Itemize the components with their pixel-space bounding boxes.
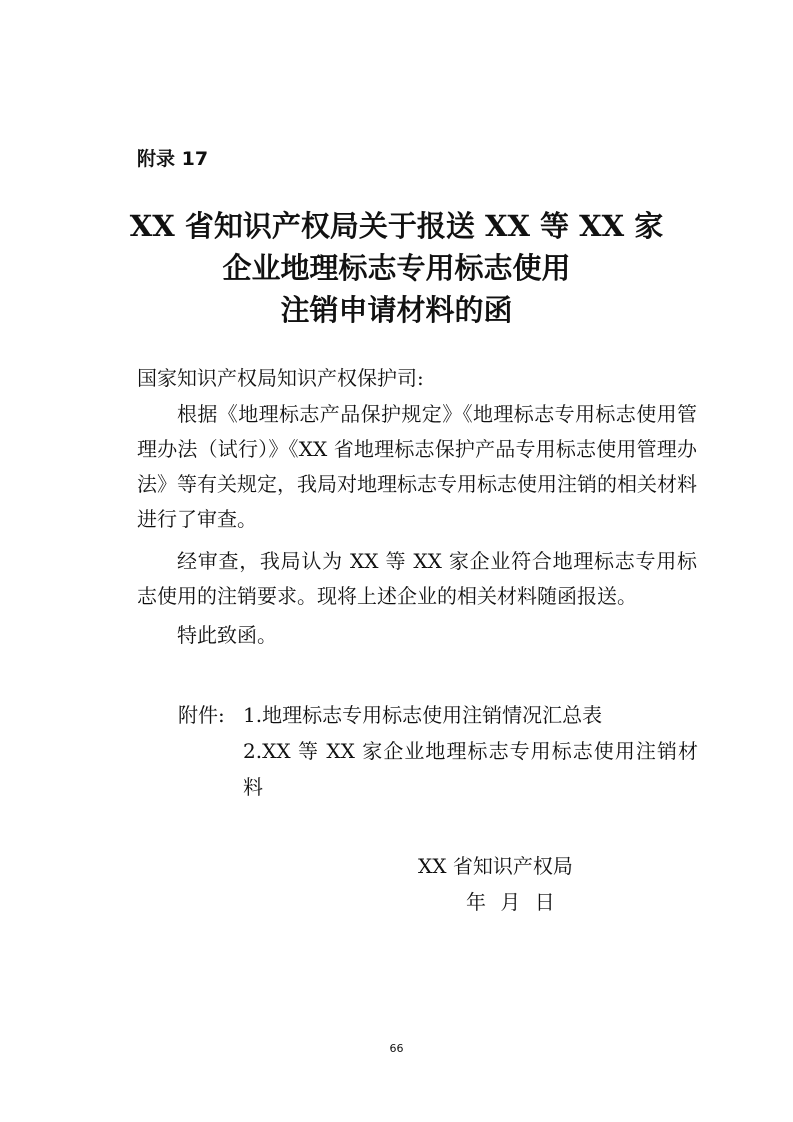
body-paragraph-3: [137, 618, 697, 653]
title-line-3: 注销申请材料的函: [280, 293, 513, 327]
signature-org: XX 省知识产权局: [418, 854, 573, 878]
signature-block: [418, 848, 573, 920]
salutation: 国家知识产权局知识产权保护司:: [137, 366, 424, 390]
page-number: 66: [389, 1042, 404, 1055]
attachments-section: [178, 697, 698, 805]
attachment-row: [178, 697, 698, 733]
document-title: [0, 205, 793, 331]
paragraph-text: 经审查，我局认为 XX 等 XX 家企业符合地理标志专用标志使用的注销要求。现将上述企业的相关材料随函报送。: [137, 549, 697, 608]
attachment-item-2: 2.XX 等 XX 家企业地理标志专用标志使用注销材料: [243, 739, 698, 799]
appendix-label: 附录 17: [137, 148, 209, 170]
title-line-1: XX 省知识产权局关于报送 XX 等 XX 家: [129, 209, 664, 243]
title-line-2: 企业地理标志专用标志使用: [222, 251, 571, 285]
attachment-item-1: 1.地理标志专用标志使用注销情况汇总表: [243, 703, 603, 727]
body-paragraph-2: [137, 544, 697, 614]
signature-date: 年 月 日: [466, 890, 555, 914]
attachments-label: 附件:: [178, 703, 225, 727]
paragraph-text: 特此致函。: [177, 623, 277, 647]
paragraph-text: 根据《地理标志产品保护规定》《地理标志专用标志使用管理办法（试行）》《XX 省地理标志保护产品专用标志使用管理办法》等有关规定，我局对地理标志专用标志使用注销的相关材料进行了审查。: [137, 402, 697, 531]
body-paragraph-1: [137, 397, 697, 537]
